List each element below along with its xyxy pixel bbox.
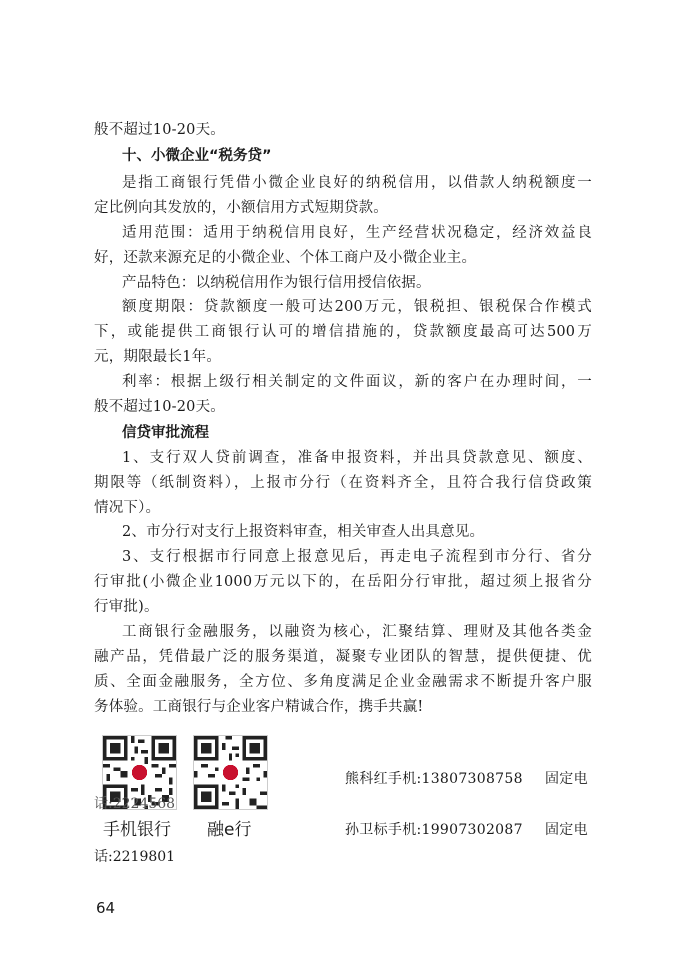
text-line: 行审批)。	[94, 599, 159, 615]
rong-e-qr-code	[193, 735, 268, 810]
mobile-bank-label: 手机银行	[103, 820, 171, 840]
text-line: 般不超过10-20天。	[94, 399, 226, 415]
contact-2: 孙卫标手机:19907302087	[345, 822, 523, 838]
text-line: 2、市分行对支行上报资料审查，相关审查人出具意见。	[122, 524, 485, 540]
text-line: 1、支行双人贷前调查，准备申报资料，并出具贷款意见、额度、	[122, 450, 592, 466]
contact-2-tail: 固定电	[545, 822, 588, 838]
text-line: 行审批(小微企业1000万元以下的，在岳阳分行审批，超过须上报省分	[94, 574, 592, 590]
text-line: 利率：根据上级行相关制定的文件面议，新的客户在办理时间，一	[122, 374, 592, 390]
section-heading-approval-process: 信贷审批流程	[122, 425, 209, 441]
text-line: 是指工商银行凭借小微企业良好的纳税信用，以借款人纳税额度一	[122, 175, 592, 191]
text-line: 质、全面金融服务，全方位、多角度满足企业金融需求不断提升客户服	[94, 674, 592, 690]
section-heading-tax-loan: 十、小微企业“税务贷”	[122, 148, 272, 164]
page-number: 64	[96, 899, 116, 917]
text-line: 融产品，凭借最广泛的服务渠道，凝聚专业团队的智慧，提供便捷、优	[94, 649, 592, 665]
contact-1-overflow: 话:2224568	[94, 796, 176, 812]
text-line: 期限等（纸制资料），上报市分行（在资料齐全，且符合我行信贷政策	[94, 475, 592, 491]
text-line: 情况下）。	[94, 500, 161, 516]
contact-1-tail: 固定电	[545, 771, 588, 787]
contact-1: 熊科红手机:13807308758	[345, 771, 523, 787]
text-line: 务体验。工商银行与企业客户精诚合作，携手共赢!	[94, 699, 424, 715]
text-line: 般不超过10-20天。	[94, 122, 226, 138]
text-line: 3、支行根据市行同意上报意见后，再走电子流程到市分行、省分	[122, 549, 592, 565]
contact-2-overflow: 话:2219801	[94, 849, 176, 865]
text-line: 定比例向其发放的，小额信用方式短期贷款。	[94, 200, 388, 216]
text-line: 额度期限：贷款额度一般可达200万元，银税担、银税保合作模式	[122, 299, 592, 315]
text-line: 好，还款来源充足的小微企业、个体工商户及小微企业主。	[94, 250, 477, 266]
text-line: 元，期限最长1年。	[94, 349, 222, 365]
text-line: 工商银行金融服务，以融资为核心，汇聚结算、理财及其他各类金	[122, 624, 592, 640]
text-line: 产品特色：以纳税信用作为银行信用授信依据。	[122, 275, 431, 291]
text-line: 适用范围：适用于纳税信用良好，生产经营状况稳定，经济效益良	[122, 225, 592, 241]
rong-e-label: 融e行	[207, 820, 252, 840]
text-line: 下，或能提供工商银行认可的增信措施的，贷款额度最高可达500万	[94, 324, 592, 340]
